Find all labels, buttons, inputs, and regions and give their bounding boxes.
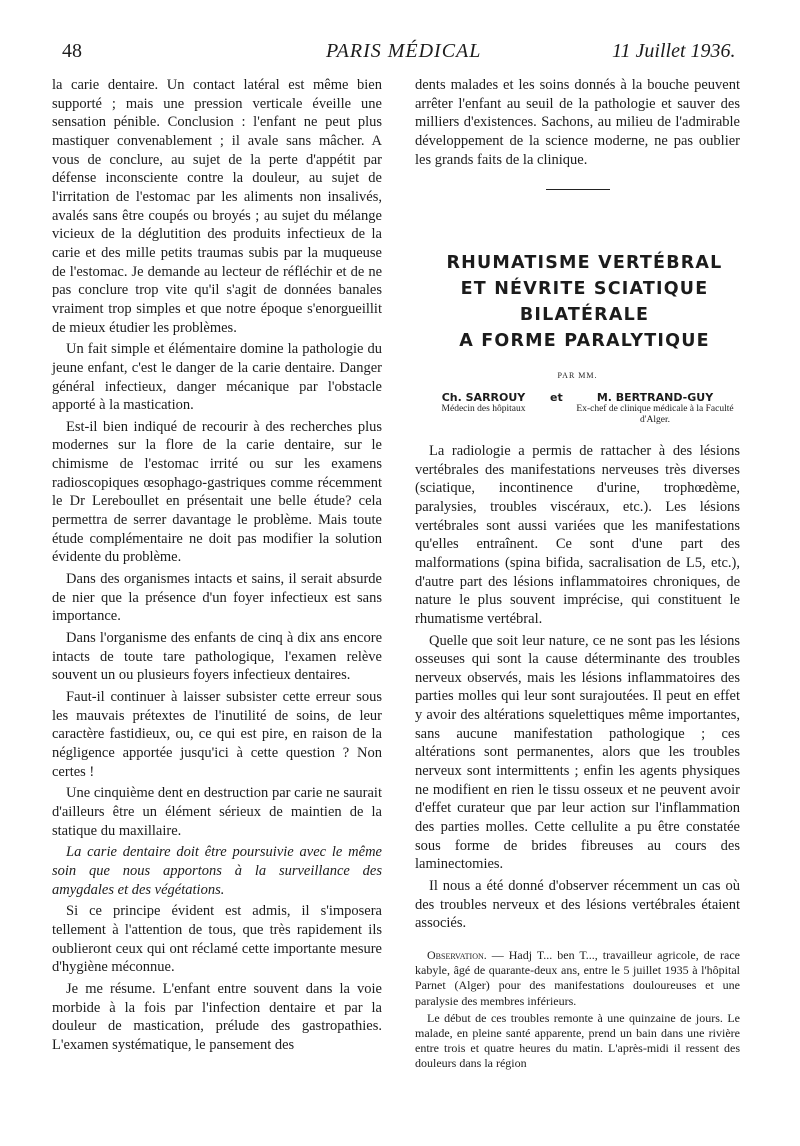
authors-and: et xyxy=(550,390,563,404)
author-2 xyxy=(575,392,735,426)
byline-par: PAR MM. xyxy=(557,371,598,381)
author-1-name: Ch. SARROUY xyxy=(441,390,526,404)
issue-date: 11 Juillet 1936. xyxy=(612,40,736,62)
paragraph: dents malades et les soins donnés à la bouche peuvent arrêter l'enfant au seuil de la pathologie et sauver des milliers d'existences. Sachons, au milieu de l'admirable développement de la science moderne, ne pas oublier les grands faits de la clinique. xyxy=(415,77,740,168)
right-column xyxy=(415,76,740,1074)
paragraph: Je me résume. L'enfant entre souvent dans la voie morbide à la fois par l'infection dentaire et par la douleur de mastication, prélude des gastropathies. L'examen systématique, le pansement des xyxy=(52,980,382,1053)
paragraph: Quelle que soit leur nature, ce ne sont pas les lésions osseuses qui sont la cause déterminante des troubles nerveux observés, mais les lésions inflammatoires des parties molles qui leur sont surajoutées. Il peut en effet y avoir des altérations squelettiques même importantes, sans aucune manifestation pathologique ; ces altérations sont permanentes, alors que les troubles nerveux sont intermittents ; enfin les agents physiques ne modifient en rien le tissu osseux et ne peuvent avoir d'effet curateur que par leur action sur l'inflammation des parties molles. Cette cellulite a pu être constatée sous forme de brides fibreuses au cours des laminectomies. xyxy=(415,632,740,873)
section-divider xyxy=(546,189,610,190)
article-title-line: A FORME PARALYTIQUE xyxy=(459,331,710,352)
authors xyxy=(415,390,740,425)
observation-paragraph-2: Le début de ces troubles remonte à une quinzaine de jours. Le malade, en pleine santé apparente, prend un bain dans une rivière entre trois et quatre heures du matin. L'après-midi il ressent des douleurs dans la région xyxy=(415,1010,740,1071)
author-2-name: M. BERTRAND-GUY xyxy=(596,390,714,404)
paragraph: Un fait simple et élémentaire domine la pathologie du jeune enfant, c'est le danger de la carie dentaire. Danger général infectieux, danger mécanique par l'obstacle apporté à la mastication. xyxy=(52,341,382,414)
paragraph: Une cinquième dent en destruction par carie ne saurait d'ailleurs être un élément sérieux de maintien de la statique du maxillaire. xyxy=(52,785,382,839)
paragraph-italic: La carie dentaire doit être poursuivie avec le même soin que nous apportons à la surveillance des amygdales et des végétations. xyxy=(52,844,382,898)
paragraph: Est-il bien indiqué de recourir à des recherches plus modernes sur la flore de la carie dentaire, sur le chimisme de l'estomac irrité ou sur les examens radioscopiques œsophago-gastriques comme récemment le Dr Lereboullet en présentait une belle étude? cela permettra de serrer davantage le problème. Mais toute étude complémentaire ne doit pas modifier la solution évidente du problème. xyxy=(52,418,382,566)
paragraph: Il nous a été donné d'observer récemment un cas où des troubles nerveux et des lésions vertébrales étaient associés. xyxy=(415,878,740,932)
article-title-line: ET NÉVRITE SCIATIQUE xyxy=(460,279,709,300)
paragraph: Dans l'organisme des enfants de cinq à dix ans encore intacts de toute tare pathologique, l'examen relève souvent un ou plusieurs foyers infectieux dentaires. xyxy=(52,630,382,684)
paragraph: Si ce principe évident est admis, il s'imposera tellement à l'attention de tous, que très rapidement ils oublieront ceux qui ont réclamé cette importante mesure d'hygiène méconnue. xyxy=(52,903,382,976)
left-column xyxy=(52,76,382,1057)
paragraph: la carie dentaire. Un contact latéral est même bien supporté ; mais une pression verticale éveille une sensation pénible. Conclusion : l'enfant ne peut plus mastiquer convenablement ; il avale sans mâcher. A vous de conclure, au sujet de la perte d'appétit par défense inconsciente contre la douleur, au sujet de l'irritation de l'estomac par les aliments non insalivés, avalés sans être coupés ou broyés ; au sujet du mélange vicieux de la déglutition des produits infectieux de la carie et des mille petits traumas subis par la muqueuse de l'estomac. Je demande au lecteur de réfléchir et de ne pas conclure trop vite qu'il s'agit de données banales vraiment trop simples et que notre époque s'enorgueillit de mieux étudier les problèmes. xyxy=(52,77,382,336)
journal-title: PARIS MÉDICAL xyxy=(326,40,482,62)
paragraph: Dans des organismes intacts et sains, il serait absurde de nier que la présence d'un foyer infectieux est sans importance. xyxy=(52,571,382,625)
article-title-line: BILATÉRALE xyxy=(519,305,650,326)
observation-label: Observation. xyxy=(427,948,487,962)
observation-text: — Hadj T... ben T..., travailleur agricole, de race kabyle, âgé de quarante-deux ans, entre le 5 juillet 1935 à l'hôpital Parnet (Alger) pour des manifestations douloureuses et une paralysie des membres inférieurs. xyxy=(415,948,740,1008)
paragraph: Faut-il continuer à laisser subsister cette erreur sous les mauvais prétextes de l'inutilité de soins, de leur caractère fastidieux, ou, ce qui est pire, en raison de la négligence apportée jusqu'ici à cette question ? Non certes ! xyxy=(52,689,382,780)
page-number: 48 xyxy=(62,40,82,62)
article-title-line: RHUMATISME VERTÉBRAL xyxy=(446,253,723,274)
paragraph: La radiologie a permis de rattacher à des lésions vertébrales des manifestations nerveuses très diverses (sciatique, incontinence d'urine, trophœdème, paralysies, troubles viscéraux, etc.). Les lésions vertébrales sont aussi variées que les manifestations qu'elles entraînent. Ce sont d'une part des malformations (spina bifida, sacralisation de L5, etc.), d'autre part des lésions inflammatoires chroniques, de nature le plus souvent imprécise, qui constituent le rhumatisme vertébral. xyxy=(415,442,740,627)
author-1 xyxy=(421,392,546,415)
observation-paragraph xyxy=(415,948,740,1009)
author-1-affiliation: Médecin des hôpitaux xyxy=(441,403,526,414)
author-2-affiliation: Ex-chef de clinique médicale à la Faculté d'Alger. xyxy=(576,403,734,425)
observation-block xyxy=(415,948,740,1072)
